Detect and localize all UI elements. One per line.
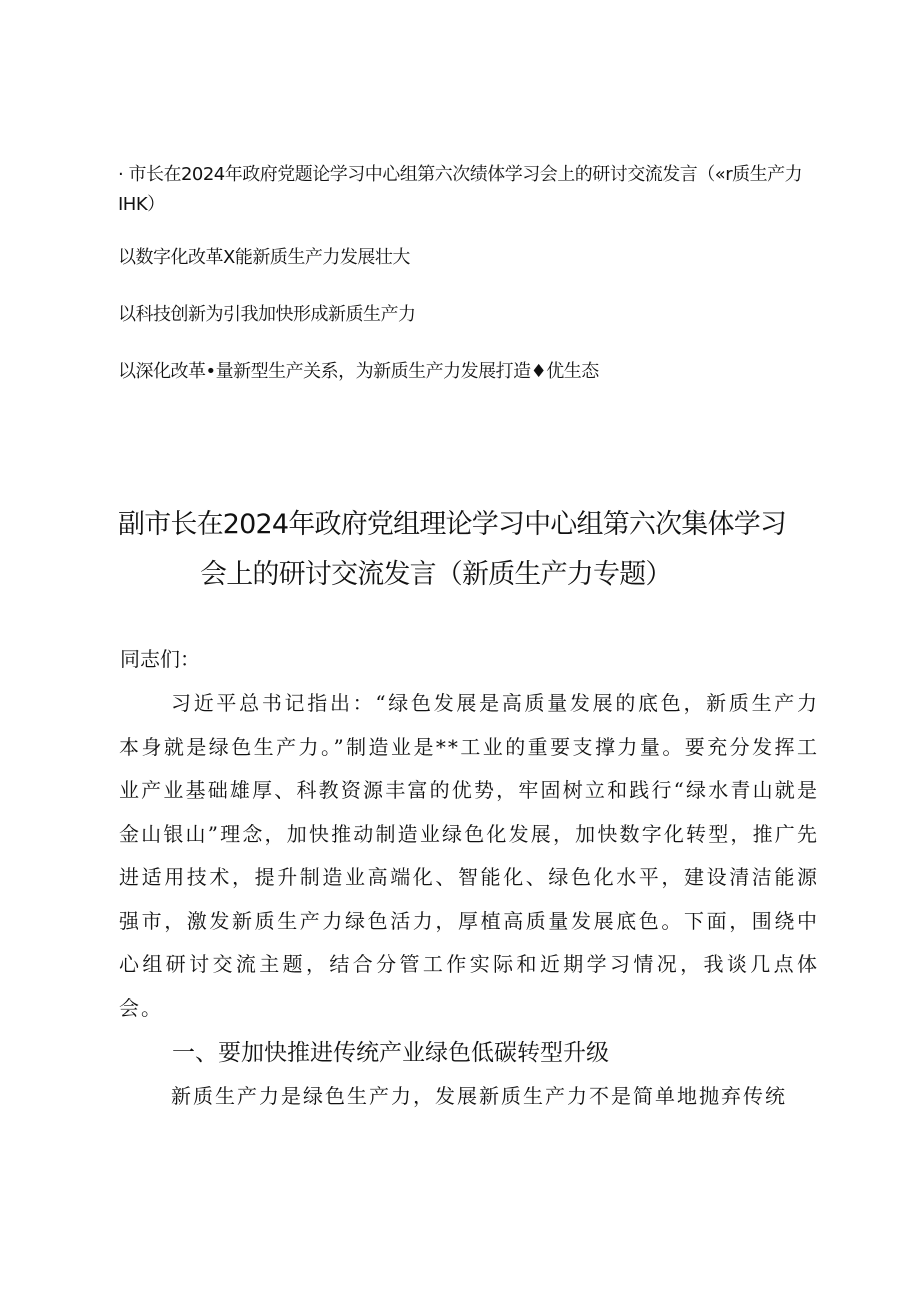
toc-item: 以科技创新为引我加快形成新质生产力	[118, 304, 416, 325]
salutation: 同志们：	[120, 647, 200, 671]
toc-item: · 市长在2024年政府党题论学习中心组第六次绩体学习会上的研讨交流发言（«r质生产力IHK）	[118, 164, 803, 215]
document-title-line2: 会上的研讨交流发言（新质生产力专题）	[200, 559, 672, 590]
table-of-contents	[118, 160, 823, 414]
body-paragraph: 习近平总书记指出：“绿色发展是高质量发展的底色，新质生产力本身就是绿色生产力。”制造业是**工业的重要支撑力量。要充分发挥工业产业基础雄厚、科教资源丰富的优势，牢固树立和践行“绿水青山就是金山银山”理念，加快推动制造业绿色化发展，加快数字化转型，推广先进适用技术，提升制造业高端化、智能化、绿色化水平，建设清洁能源强市，激发新质生产力绿色活力，厚植高质量发展底色。下面，围绕中心组研讨交流主题，结合分管工作实际和近期学习情况，我谈几点体会。	[119, 691, 819, 1020]
body-paragraph: 新质生产力是绿色生产力，发展新质生产力不是简单地抛弃传统	[171, 1084, 787, 1108]
toc-item: 以深化改革•量新型生产关系，为新质生产力发展打造♦优生态	[118, 361, 599, 382]
document-title-line1: 副市长在2024年政府党组理论学习中心组第六次集体学习	[118, 509, 787, 540]
section-heading: 一、要加快推进传统产业绿色低碳转型升级	[172, 1040, 609, 1066]
toc-item: 以数字化改革X能新质生产力发展壮大	[118, 247, 410, 268]
document-title	[100, 500, 820, 600]
